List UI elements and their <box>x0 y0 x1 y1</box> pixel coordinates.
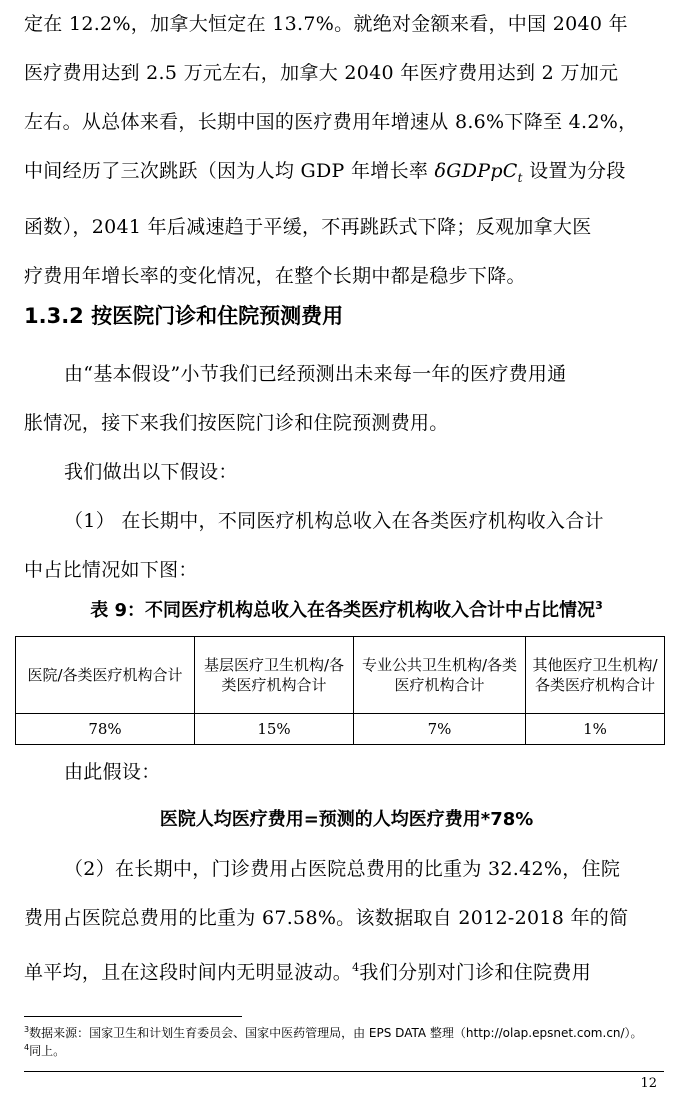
text-line: 左右。从总体来看，长期中国的医疗费用年增速从 8.6%下降至 4.2%， <box>24 111 638 133</box>
table-caption <box>0 596 693 622</box>
text-line: 函数），2041 年后减速趋于平缓，不再跳跃式下降；反观加拿大医 <box>24 215 592 238</box>
footnote-marker: 3 <box>24 1025 30 1034</box>
footnote-marker: 4 <box>24 1043 30 1052</box>
text-line: 医疗费用达到 2.5 万元左右，加拿大 2040 年医疗费用达到 2 万加元 <box>24 62 619 84</box>
table-header-row <box>16 637 665 714</box>
section-heading: 1.3.2 按医院门诊和住院预测费用 <box>24 304 344 328</box>
footnote-3 <box>24 1022 643 1041</box>
footnote-ref: 3 <box>595 599 603 612</box>
table-cell: 7% <box>354 714 526 745</box>
text-line: 定在 12.2%，加拿大恒定在 13.7%。就绝对金额来看，中国 2040 年 <box>24 13 628 35</box>
text-line: （2）在长期中，门诊费用占医院总费用的比重为 32.42%，住院 <box>64 858 621 880</box>
math-subscript: t <box>517 170 523 185</box>
text-segment: 设置为分段 <box>522 160 626 182</box>
footnote-4 <box>24 1040 65 1059</box>
revenue-share-table <box>15 636 665 745</box>
text-line <box>24 943 664 997</box>
table-row <box>16 714 665 745</box>
assumption-2-cont <box>24 894 664 997</box>
formula: 医院人均医疗费用=预测的人均医疗费用*78% <box>159 809 534 830</box>
paragraph-intro <box>24 350 664 399</box>
text-line: 由“基本假设”小节我们已经预测出未来每一年的医疗费用通 <box>64 363 567 385</box>
assumption-1 <box>24 497 664 546</box>
text-line: 中占比情况如下图： <box>24 559 198 581</box>
text-segment: 中间经历了三次跳跃（因为人均 GDP 年增长率 <box>24 160 435 182</box>
text-line: 费用占医院总费用的比重为 67.58%。该数据取自 2012-2018 年的简 <box>24 907 629 929</box>
page-footer-divider <box>24 1071 664 1072</box>
assumption-intro: 我们做出以下假设： <box>64 461 238 483</box>
page-number: 12 <box>640 1076 657 1091</box>
paragraph-intro-cont <box>24 399 664 448</box>
caption-text: 表 9：不同医疗机构总收入在各类医疗机构收入合计中占比情况 <box>90 600 596 621</box>
table-cell: 15% <box>195 714 354 745</box>
math-symbol: δGDPpC <box>434 160 518 182</box>
assumption-2 <box>24 845 664 894</box>
text-line: （1） 在长期中，不同医疗机构总收入在各类医疗机构收入合计 <box>64 510 604 532</box>
table-header-cell: 基层医疗卫生机构/各类医疗机构合计 <box>195 637 354 714</box>
table-header-cell: 专业公共卫生机构/各类医疗机构合计 <box>354 637 526 714</box>
table-cell: 1% <box>526 714 665 745</box>
text-segment: 单平均，且在这段时间内无明显波动。 <box>24 961 353 984</box>
footnote-divider <box>24 1016 242 1017</box>
text-line <box>24 147 664 203</box>
footnote-ref: 4 <box>352 961 360 974</box>
footnote-text: 数据来源：国家卫生和计划生育委员会、国家中医药管理局，由 EPS DATA 整理（http://olap.epsnet.com.cn/）。 <box>29 1026 643 1040</box>
table-header-cell: 医院/各类医疗机构合计 <box>16 637 195 714</box>
text-segment: 我们分别对门诊和住院费用 <box>359 961 592 984</box>
text-line: 胀情况，接下来我们按医院门诊和住院预测费用。 <box>24 412 449 434</box>
footnote-text: 同上。 <box>29 1044 66 1058</box>
assumption-1-cont <box>24 546 664 595</box>
table-header-cell: 其他医疗卫生机构/各类医疗机构合计 <box>526 637 665 714</box>
derivation-intro: 由此假设： <box>64 761 161 783</box>
paragraph-growth-comparison <box>24 0 664 301</box>
table-cell: 78% <box>16 714 195 745</box>
text-line: 疗费用年增长率的变化情况，在整个长期中都是稳步下降。 <box>24 264 526 287</box>
